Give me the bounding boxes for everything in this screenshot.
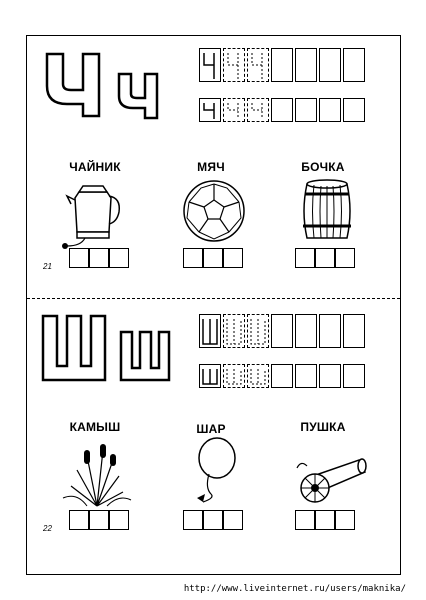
word-shar: ШАР	[196, 422, 226, 436]
write-cell[interactable]	[343, 314, 365, 348]
trace-cell[interactable]	[223, 364, 245, 388]
trace-cell[interactable]	[247, 314, 269, 348]
write-cell[interactable]	[295, 48, 317, 82]
write-cell[interactable]	[271, 314, 293, 348]
answer-cell[interactable]	[109, 510, 129, 530]
barrel-icon	[299, 178, 355, 244]
answer-cell[interactable]	[69, 248, 89, 268]
tracing-row-lower-sha	[199, 364, 365, 388]
letter-che-upper	[39, 50, 109, 120]
answer-boxes-pushka	[295, 510, 355, 530]
source-url[interactable]: http://www.liveinternet.ru/users/maknika/	[183, 584, 406, 594]
trace-cell[interactable]	[199, 364, 221, 388]
write-cell[interactable]	[271, 98, 293, 122]
write-cell[interactable]	[343, 48, 365, 82]
answer-cell[interactable]	[69, 510, 89, 530]
write-cell[interactable]	[271, 364, 293, 388]
write-cell[interactable]	[295, 364, 317, 388]
write-cell[interactable]	[319, 364, 341, 388]
write-cell[interactable]	[295, 314, 317, 348]
word-kamysh: КАМЫШ	[69, 420, 121, 434]
write-cell[interactable]	[319, 48, 341, 82]
answer-cell[interactable]	[315, 248, 335, 268]
balloon-icon	[183, 436, 243, 506]
tracing-row-upper-che	[199, 48, 365, 82]
answer-cell[interactable]	[203, 510, 223, 530]
letter-che-lower	[115, 70, 163, 122]
write-cell[interactable]	[343, 98, 365, 122]
answer-boxes-myach	[183, 248, 243, 268]
write-cell[interactable]	[319, 98, 341, 122]
word-bochka: БОЧКА	[301, 160, 345, 174]
ball-icon	[179, 176, 249, 246]
answer-boxes-kamysh	[69, 510, 129, 530]
answer-cell[interactable]	[183, 248, 203, 268]
trace-cell[interactable]	[199, 98, 221, 122]
answer-cell[interactable]	[223, 510, 243, 530]
tracing-row-upper-sha	[199, 314, 365, 348]
trace-cell[interactable]	[247, 98, 269, 122]
answer-cell[interactable]	[315, 510, 335, 530]
word-chainik: ЧАЙНИК	[69, 160, 121, 174]
page-number-bottom: 22	[43, 524, 52, 533]
trace-cell[interactable]	[247, 48, 269, 82]
trace-cell[interactable]	[223, 48, 245, 82]
answer-cell[interactable]	[335, 510, 355, 530]
write-cell[interactable]	[295, 98, 317, 122]
write-cell[interactable]	[343, 364, 365, 388]
worksheet-page	[26, 35, 401, 575]
trace-cell[interactable]	[223, 314, 245, 348]
trace-cell[interactable]	[199, 48, 221, 82]
answer-cell[interactable]	[223, 248, 243, 268]
write-cell[interactable]	[271, 48, 293, 82]
answer-cell[interactable]	[183, 510, 203, 530]
answer-cell[interactable]	[109, 248, 129, 268]
answer-boxes-shar	[183, 510, 243, 530]
answer-cell[interactable]	[335, 248, 355, 268]
reeds-icon	[57, 436, 137, 508]
trace-cell[interactable]	[223, 98, 245, 122]
answer-cell[interactable]	[295, 248, 315, 268]
answer-cell[interactable]	[89, 248, 109, 268]
tracing-row-lower-che	[199, 98, 365, 122]
letter-sha-lower	[117, 328, 173, 384]
cut-line	[27, 298, 400, 299]
word-pushka: ПУШКА	[300, 420, 346, 434]
trace-cell[interactable]	[199, 314, 221, 348]
trace-cell[interactable]	[247, 364, 269, 388]
answer-boxes-chainik	[69, 248, 129, 268]
letter-sha-upper	[39, 312, 109, 384]
write-cell[interactable]	[319, 314, 341, 348]
answer-cell[interactable]	[295, 510, 315, 530]
answer-boxes-bochka	[295, 248, 355, 268]
teapot-icon	[57, 174, 137, 254]
answer-cell[interactable]	[89, 510, 109, 530]
answer-cell[interactable]	[203, 248, 223, 268]
word-myach: МЯЧ	[197, 160, 225, 174]
page-number-top: 21	[43, 262, 52, 271]
cannon-icon	[293, 446, 373, 506]
